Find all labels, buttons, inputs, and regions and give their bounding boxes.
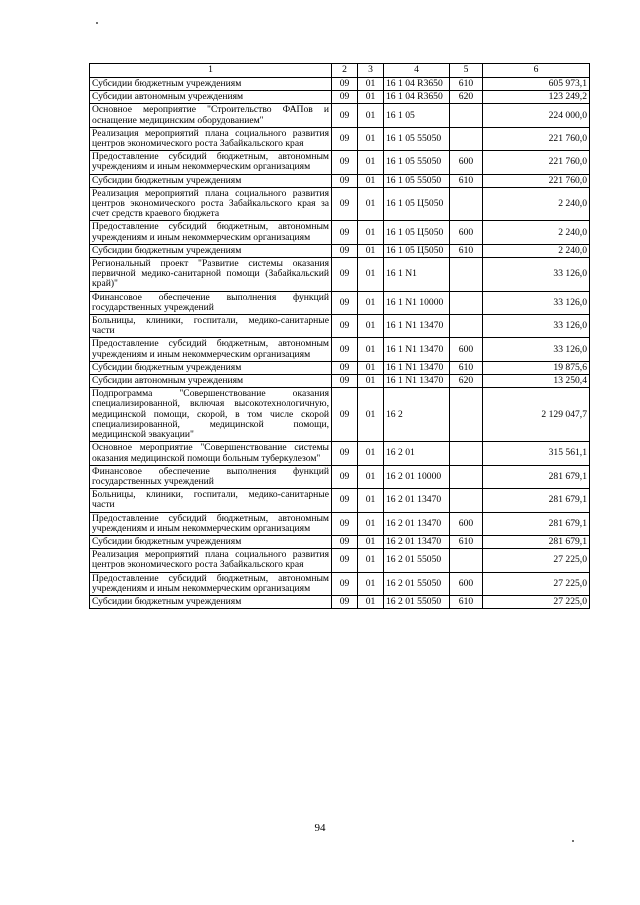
target-item-code-cell: 16 1 N1 13470 [384,361,450,374]
expense-type-code-cell: 610 [450,595,483,608]
amount-cell: 221 760,0 [483,151,590,174]
table-row [90,187,590,221]
expense-type-code-cell: 610 [450,78,483,91]
amount-cell: 33 126,0 [483,291,590,314]
row-name-cell: Предоставление субсидий бюджетным, автономным учреждениям и иным некоммерческим организациям [90,338,332,361]
subsection-code-cell: 01 [358,104,384,127]
section-code-cell: 09 [332,361,358,374]
row-name-cell: Основное мероприятие "Совершенствование системы оказания медицинской помощи больным туберкулезом" [90,442,332,465]
expense-type-code-cell [450,104,483,127]
expense-type-code-cell [450,442,483,465]
row-name-cell: Реализация мероприятий плана социального развития центров экономического роста Забайкальского края [90,127,332,150]
table-row [90,512,590,535]
target-item-code-cell: 16 1 N1 13470 [384,375,450,388]
target-item-code-cell: 16 2 01 55050 [384,549,450,572]
section-code-cell: 09 [332,78,358,91]
table-row [90,291,590,314]
expense-type-code-cell [450,549,483,572]
table-row [90,174,590,187]
subsection-code-cell: 01 [358,512,384,535]
row-name-cell: Региональный проект "Развитие системы оказания первичной медико-санитарной помощи (Забайкальский край)" [90,258,332,292]
amount-cell: 2 129 047,7 [483,388,590,442]
section-code-cell: 09 [332,489,358,512]
expense-type-code-cell [450,291,483,314]
amount-cell: 224 000,0 [483,104,590,127]
page-number: 94 [314,822,326,834]
subsection-code-cell: 01 [358,221,384,244]
column-header: 1 [90,64,332,78]
target-item-code-cell: 16 2 [384,388,450,442]
row-name-cell: Субсидии бюджетным учреждениям [90,595,332,608]
table-row [90,244,590,257]
row-name-cell: Подпрограмма "Совершенствование оказания специализированной, включая высокотехнологичную, медицинской помощи, скорой, в том числе скорой специализированной, медицинской помощи, медицинской эвакуации" [90,388,332,442]
table-row [90,361,590,374]
table-row [90,442,590,465]
amount-cell: 27 225,0 [483,595,590,608]
target-item-code-cell: 16 2 01 55050 [384,572,450,595]
section-code-cell: 09 [332,258,358,292]
subsection-code-cell: 01 [358,315,384,338]
subsection-code-cell: 01 [358,174,384,187]
amount-cell: 605 973,1 [483,78,590,91]
section-code-cell: 09 [332,91,358,104]
target-item-code-cell: 16 1 05 Ц5050 [384,221,450,244]
expense-type-code-cell [450,187,483,221]
target-item-code-cell: 16 1 04 R3650 [384,91,450,104]
row-name-cell: Субсидии бюджетным учреждениям [90,78,332,91]
scan-speck [96,22,98,24]
table-header-row [90,64,590,78]
section-code-cell: 09 [332,388,358,442]
table-row [90,221,590,244]
section-code-cell: 09 [332,442,358,465]
column-header: 6 [483,64,590,78]
expense-type-code-cell: 600 [450,221,483,244]
subsection-code-cell: 01 [358,595,384,608]
target-item-code-cell: 16 1 04 R3650 [384,78,450,91]
subsection-code-cell: 01 [358,78,384,91]
table-row [90,535,590,548]
amount-cell: 221 760,0 [483,127,590,150]
target-item-code-cell: 16 1 N1 [384,258,450,292]
expense-type-code-cell: 600 [450,572,483,595]
section-code-cell: 09 [332,104,358,127]
expense-type-code-cell: 610 [450,244,483,257]
expense-type-code-cell: 610 [450,174,483,187]
target-item-code-cell: 16 1 05 [384,104,450,127]
target-item-code-cell: 16 1 05 55050 [384,151,450,174]
section-code-cell: 09 [332,174,358,187]
row-name-cell: Предоставление субсидий бюджетным, автономным учреждениям и иным некоммерческим организациям [90,151,332,174]
amount-cell: 27 225,0 [483,572,590,595]
target-item-code-cell: 16 2 01 55050 [384,595,450,608]
table-body [90,64,590,609]
subsection-code-cell: 01 [358,388,384,442]
target-item-code-cell: 16 2 01 13470 [384,489,450,512]
target-item-code-cell: 16 1 05 Ц5050 [384,244,450,257]
expense-type-code-cell [450,465,483,488]
table-row [90,489,590,512]
table-row [90,388,590,442]
amount-cell: 13 250,4 [483,375,590,388]
amount-cell: 33 126,0 [483,315,590,338]
amount-cell: 2 240,0 [483,221,590,244]
expense-type-code-cell: 610 [450,361,483,374]
amount-cell: 2 240,0 [483,244,590,257]
subsection-code-cell: 01 [358,258,384,292]
amount-cell: 33 126,0 [483,338,590,361]
column-header: 2 [332,64,358,78]
amount-cell: 281 679,1 [483,512,590,535]
target-item-code-cell: 16 1 N1 10000 [384,291,450,314]
table-row [90,595,590,608]
section-code-cell: 09 [332,375,358,388]
subsection-code-cell: 01 [358,442,384,465]
expense-type-code-cell: 620 [450,375,483,388]
table-row [90,465,590,488]
table-row [90,572,590,595]
row-name-cell: Субсидии автономным учреждениям [90,91,332,104]
section-code-cell: 09 [332,127,358,150]
subsection-code-cell: 01 [358,187,384,221]
table-row [90,104,590,127]
table-row [90,549,590,572]
target-item-code-cell: 16 2 01 10000 [384,465,450,488]
subsection-code-cell: 01 [358,151,384,174]
amount-cell: 281 679,1 [483,489,590,512]
table-row [90,258,590,292]
row-name-cell: Субсидии бюджетным учреждениям [90,174,332,187]
section-code-cell: 09 [332,465,358,488]
amount-cell: 33 126,0 [483,258,590,292]
table-row [90,338,590,361]
section-code-cell: 09 [332,338,358,361]
amount-cell: 19 875,6 [483,361,590,374]
expense-type-code-cell [450,489,483,512]
table-row [90,78,590,91]
row-name-cell: Субсидии автономным учреждениям [90,375,332,388]
row-name-cell: Реализация мероприятий плана социального развития центров экономического роста Забайкальского края за счет средств краевого бюджета [90,187,332,221]
expense-type-code-cell: 620 [450,91,483,104]
section-code-cell: 09 [332,572,358,595]
row-name-cell: Предоставление субсидий бюджетным, автономным учреждениям и иным некоммерческим организациям [90,512,332,535]
table-row [90,375,590,388]
subsection-code-cell: 01 [358,572,384,595]
amount-cell: 2 240,0 [483,187,590,221]
section-code-cell: 09 [332,535,358,548]
amount-cell: 221 760,0 [483,174,590,187]
subsection-code-cell: 01 [358,244,384,257]
amount-cell: 123 249,2 [483,91,590,104]
section-code-cell: 09 [332,291,358,314]
section-code-cell: 09 [332,244,358,257]
target-item-code-cell: 16 1 N1 13470 [384,338,450,361]
section-code-cell: 09 [332,512,358,535]
target-item-code-cell: 16 2 01 13470 [384,535,450,548]
section-code-cell: 09 [332,187,358,221]
row-name-cell: Предоставление субсидий бюджетным, автономным учреждениям и иным некоммерческим организациям [90,221,332,244]
subsection-code-cell: 01 [358,291,384,314]
subsection-code-cell: 01 [358,535,384,548]
expense-type-code-cell: 600 [450,151,483,174]
table-row [90,91,590,104]
section-code-cell: 09 [332,595,358,608]
expense-type-code-cell: 600 [450,338,483,361]
subsection-code-cell: 01 [358,489,384,512]
section-code-cell: 09 [332,315,358,338]
table-row [90,151,590,174]
expense-type-code-cell [450,127,483,150]
row-name-cell: Субсидии бюджетным учреждениям [90,361,332,374]
column-header: 5 [450,64,483,78]
row-name-cell: Финансовое обеспечение выполнения функций государственных учреждений [90,291,332,314]
subsection-code-cell: 01 [358,338,384,361]
row-name-cell: Субсидии бюджетным учреждениям [90,535,332,548]
row-name-cell: Больницы, клиники, госпитали, медико-санитарные части [90,489,332,512]
row-name-cell: Реализация мероприятий плана социального развития центров экономического роста Забайкальского края [90,549,332,572]
row-name-cell: Финансовое обеспечение выполнения функций государственных учреждений [90,465,332,488]
subsection-code-cell: 01 [358,465,384,488]
expense-type-code-cell [450,388,483,442]
expense-type-code-cell: 600 [450,512,483,535]
expense-type-code-cell: 610 [450,535,483,548]
target-item-code-cell: 16 1 05 55050 [384,127,450,150]
row-name-cell: Субсидии бюджетным учреждениям [90,244,332,257]
subsection-code-cell: 01 [358,549,384,572]
subsection-code-cell: 01 [358,375,384,388]
section-code-cell: 09 [332,221,358,244]
subsection-code-cell: 01 [358,361,384,374]
subsection-code-cell: 01 [358,127,384,150]
section-code-cell: 09 [332,549,358,572]
row-name-cell: Предоставление субсидий бюджетным, автономным учреждениям и иным некоммерческим организациям [90,572,332,595]
expense-type-code-cell [450,315,483,338]
column-header: 4 [384,64,450,78]
row-name-cell: Основное мероприятие "Строительство ФАПов и оснащение медицинским оборудованием" [90,104,332,127]
amount-cell: 27 225,0 [483,549,590,572]
column-header: 3 [358,64,384,78]
row-name-cell: Больницы, клиники, госпитали, медико-санитарные части [90,315,332,338]
section-code-cell: 09 [332,151,358,174]
target-item-code-cell: 16 2 01 [384,442,450,465]
target-item-code-cell: 16 1 05 55050 [384,174,450,187]
target-item-code-cell: 16 1 N1 13470 [384,315,450,338]
expense-type-code-cell [450,258,483,292]
target-item-code-cell: 16 1 05 Ц5050 [384,187,450,221]
amount-cell: 315 561,1 [483,442,590,465]
table-row [90,315,590,338]
subsection-code-cell: 01 [358,91,384,104]
budget-table [89,63,590,609]
scan-speck [572,840,574,842]
target-item-code-cell: 16 2 01 13470 [384,512,450,535]
amount-cell: 281 679,1 [483,535,590,548]
amount-cell: 281 679,1 [483,465,590,488]
table-row [90,127,590,150]
